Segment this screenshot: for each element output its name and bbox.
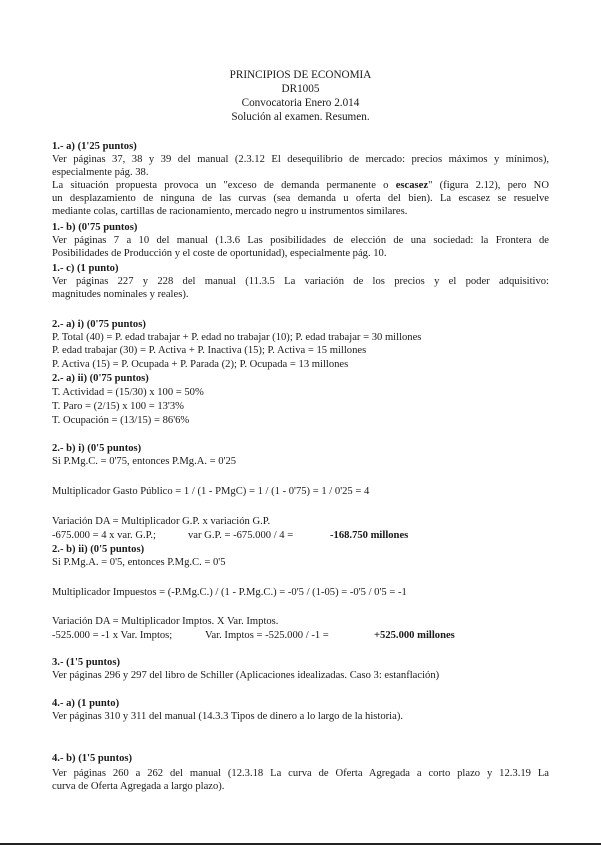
q4b-answer <box>52 767 549 793</box>
bottom-edge-line <box>0 843 601 845</box>
q4b-line-1: Ver páginas 260 a 262 del manual (12.3.18 La curva de Oferta Agregada a corto plazo y 12.3.19 La <box>52 768 549 779</box>
q2aii-heading: 2.- a) ii) (0'75 puntos) <box>52 373 149 384</box>
q3-line-1: Ver páginas 296 y 297 del libro de Schiller (Aplicaciones idealizadas. Caso 3: estanflación) <box>52 670 440 681</box>
q1c-answer <box>52 275 549 301</box>
q1a-line-3c: " (figura 2.12), pero NO <box>428 180 549 191</box>
q2ai-line-3: P. Activa (15) = P. Ocupada + P. Parada (2); P. Ocupada = 13 millones <box>52 359 349 370</box>
q2bi-multiplier-formula: Multiplicador Gasto Público = 1 / (1 - PMgC) = 1 / (1 - 0'75) = 1 / 0'25 = 4 <box>52 486 370 497</box>
q1b-heading: 1.- b) (0'75 puntos) <box>52 222 138 233</box>
q1a-line-5: mediante colas, cartillas de racionamiento, mercado negro u instrumentos similares. <box>52 206 408 217</box>
q1b-line-2: Posibilidades de Producción y el coste de oportunidad), especialmente pág. 10. <box>52 248 387 259</box>
q1c-heading: 1.- c) (1 punto) <box>52 263 119 274</box>
q1a-heading: 1.- a) (1'25 puntos) <box>52 141 137 152</box>
exam-session: Convocatoria Enero 2.014 <box>241 97 360 109</box>
q2bi-variation-formula: Variación DA = Multiplicador G.P. x variación G.P. <box>52 516 271 527</box>
q2bii-result: +525.000 millones <box>374 630 455 641</box>
q1a-answer <box>52 153 549 218</box>
document-subtitle: Solución al examen. Resumen. <box>231 111 370 123</box>
q2ai-heading: 2.- a) i) (0'75 puntos) <box>52 319 146 330</box>
q2bii-variation-formula: Variación DA = Multiplicador Imptos. X Var. Imptos. <box>52 616 279 627</box>
q2bii-line-1: Si P.Mg.A. = 0'5, entonces P.Mg.C. = 0'5 <box>52 557 226 568</box>
q1a-line-2: especialmente pág. 38. <box>52 167 149 178</box>
q1b-line-1: Ver páginas 7 a 10 del manual (1.3.6 Las posibilidades de elección de una sociedad: la Frontera de <box>52 235 549 246</box>
q2bi-result: -168.750 millones <box>330 530 409 541</box>
q1a-line-4: un desplazamiento de ninguna de las curvas (sea demanda u oferta del bien). La escasez se resuelve <box>52 193 549 204</box>
q1a-line-3a: La situación propuesta provoca un "exceso de demanda permanente o <box>52 180 396 191</box>
q2ai-line-1: P. Total (40) = P. edad trabajar + P. edad no trabajar (10); P. edad trabajar = 30 millones <box>52 332 422 343</box>
q1c-line-2: magnitudes nominales y reales). <box>52 289 189 300</box>
q1b-answer <box>52 234 549 260</box>
document-title: PRINCIPIOS DE ECONOMIA <box>229 69 372 81</box>
q2bii-calc-a: -525.000 = -1 x Var. Imptos; <box>52 630 173 641</box>
q4a-heading: 4.- a) (1 punto) <box>52 698 120 709</box>
q4b-line-2: curva de Oferta Agregada a largo plazo). <box>52 781 225 792</box>
q2bii-calc-b: Var. Imptos = -525.000 / -1 = <box>205 630 329 641</box>
q2aii-line-3: T. Ocupación = (13/15) = 86'6% <box>52 415 190 426</box>
q1a-line-1: Ver páginas 37, 38 y 39 del manual (2.3.12 El desequilibrio de mercado: precios máximos y mínimos), <box>52 154 549 165</box>
q2aii-line-1: T. Actividad = (15/30) x 100 = 50% <box>52 387 204 398</box>
q1a-line-3 <box>52 179 549 192</box>
q2bi-heading: 2.- b) i) (0'5 puntos) <box>52 443 142 454</box>
escasez-term: escasez <box>395 180 429 191</box>
q2bi-calc-a: -675.000 = 4 x var. G.P.; <box>52 530 156 541</box>
q2bii-multiplier-formula: Multiplicador Impuestos = (-P.Mg.C.) / (1 - P.Mg.C.) = -0'5 / (1-05) = -0'5 / 0'5 = -1 <box>52 587 407 598</box>
q3-heading: 3.- (1'5 puntos) <box>52 657 120 668</box>
course-code: DR1005 <box>281 83 320 95</box>
q2bii-heading: 2.- b) ii) (0'5 puntos) <box>52 544 145 555</box>
q2aii-line-2: T. Paro = (2/15) x 100 = 13'3% <box>52 401 184 412</box>
q4a-line-1: Ver páginas 310 y 311 del manual (14.3.3 Tipos de dinero a lo largo de la historia). <box>52 711 404 722</box>
q2bi-calc-b: var G.P. = -675.000 / 4 = <box>188 530 294 541</box>
q2ai-line-2: P. edad trabajar (30) = P. Activa + P. Inactiva (15); P. Activa = 15 millones <box>52 345 367 356</box>
q4b-heading: 4.- b) (1'5 puntos) <box>52 753 133 764</box>
q2bi-line-1: Si P.Mg.C. = 0'75, entonces P.Mg.A. = 0'25 <box>52 456 237 467</box>
q1c-line-1: Ver páginas 227 y 228 del manual (11.3.5 La variación de los precios y el poder adquisitivo: <box>52 276 549 287</box>
